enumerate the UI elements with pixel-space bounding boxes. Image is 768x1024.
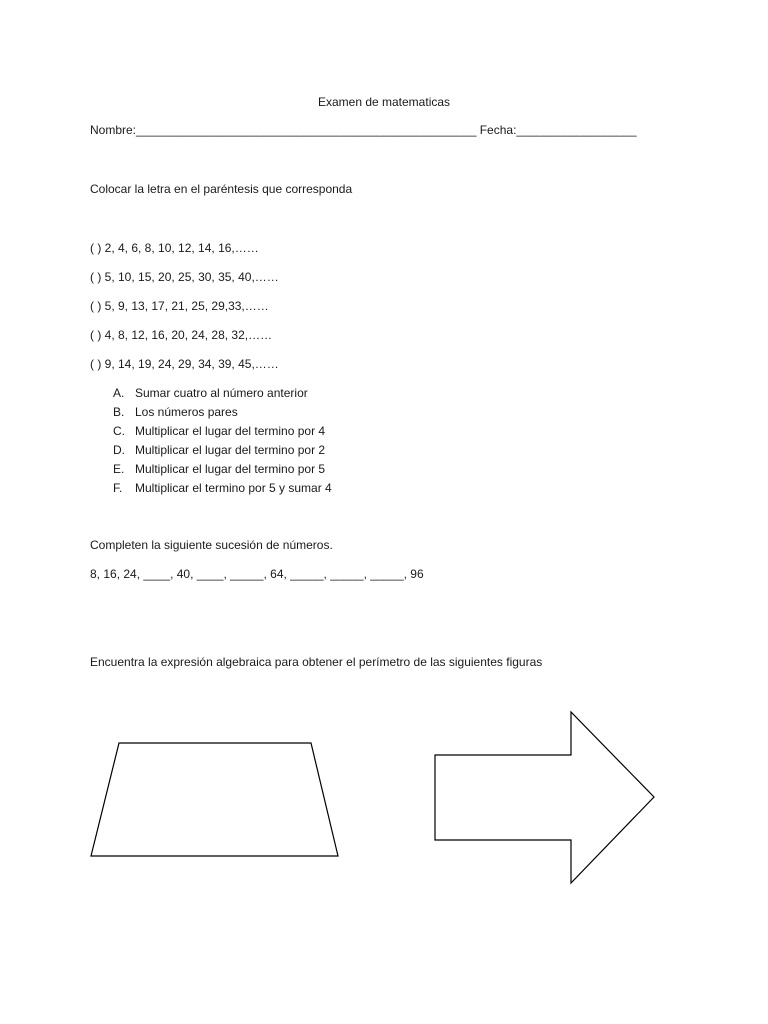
option-text: Multiplicar el termino por 5 y sumar 4 bbox=[135, 481, 332, 495]
option-letter: C. bbox=[113, 424, 125, 438]
sequence-item: ( ) 5, 10, 15, 20, 25, 30, 35, 40,…… bbox=[90, 270, 279, 284]
instruction-complete-sequence: Completen la siguiente sucesión de números. bbox=[90, 538, 333, 552]
option-letter: F. bbox=[113, 481, 123, 495]
arrow-figure bbox=[435, 712, 654, 883]
instruction-match-letter: Colocar la letra en el paréntesis que corresponda bbox=[90, 182, 353, 196]
name-date-field-line: Nombre:___________________________________________________ Fecha:__________________ bbox=[90, 123, 637, 137]
sequence-item: ( ) 2, 4, 6, 8, 10, 12, 14, 16,…… bbox=[90, 241, 259, 255]
page-title: Examen de matematicas bbox=[317, 95, 451, 109]
option-text: Los números pares bbox=[135, 405, 238, 419]
option-text: Sumar cuatro al número anterior bbox=[135, 386, 308, 400]
fill-in-sequence: 8, 16, 24, ____, 40, ____, _____, 64, _____, _____, _____, 96 bbox=[90, 567, 424, 581]
option-text: Multiplicar el lugar del termino por 5 bbox=[135, 462, 326, 476]
option-letter: B. bbox=[113, 405, 125, 419]
instruction-perimeter: Encuentra la expresión algebraica para obtener el perímetro de las siguientes figuras bbox=[90, 655, 543, 669]
sequence-item: ( ) 4, 8, 12, 16, 20, 24, 28, 32,…… bbox=[90, 328, 273, 342]
sequence-item: ( ) 5, 9, 13, 17, 21, 25, 29,33,…… bbox=[90, 299, 269, 313]
sequence-item: ( ) 9, 14, 19, 24, 29, 34, 39, 45,…… bbox=[90, 357, 279, 371]
option-letter: E. bbox=[113, 462, 125, 476]
option-letter: A. bbox=[113, 386, 125, 400]
option-text: Multiplicar el lugar del termino por 2 bbox=[135, 443, 326, 457]
trapezoid-figure bbox=[91, 743, 338, 856]
option-letter: D. bbox=[113, 443, 125, 457]
option-text: Multiplicar el lugar del termino por 4 bbox=[135, 424, 326, 438]
